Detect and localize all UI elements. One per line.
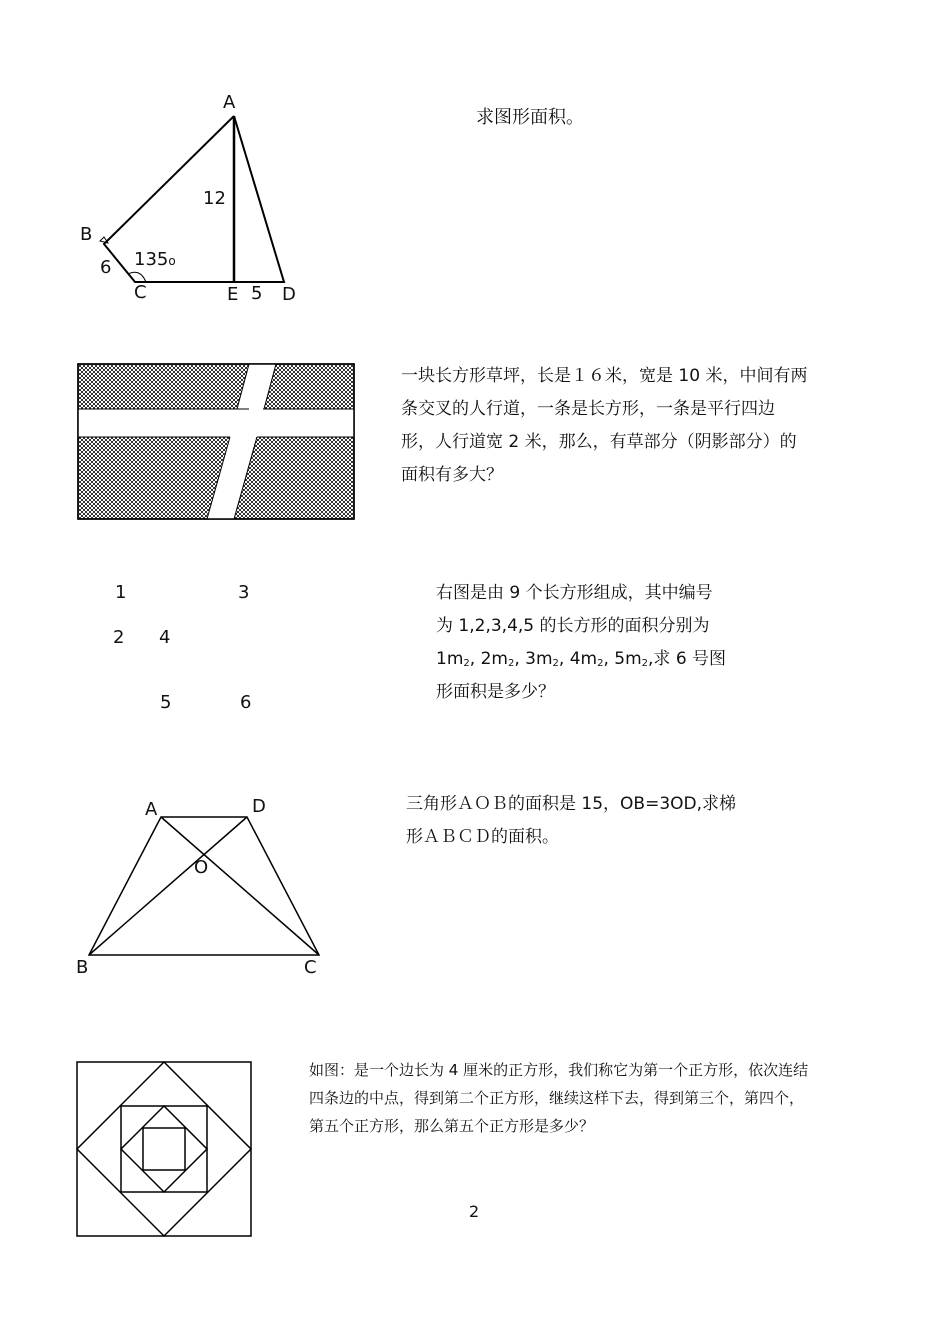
problem5-line2: 四条边的中点，得到第二个正方形，继续这样下去，得到第三个，第四个，: [309, 1089, 805, 1107]
nested-squares-figure: [76, 1061, 253, 1238]
trap-label-A: A: [145, 799, 158, 820]
label-B: B: [80, 224, 93, 245]
rect-number-4: 4: [159, 627, 171, 648]
trap-label-D: D: [252, 796, 266, 817]
triangle-abcd-figure: [90, 110, 310, 300]
trap-label-O: O: [194, 857, 209, 878]
trap-label-C: C: [304, 957, 317, 978]
problem2-line4: 面积有多大？: [401, 465, 503, 485]
label-angle: 135o: [134, 249, 176, 270]
problem3-line4: 形面积是多少？: [436, 682, 555, 702]
trap-label-B: B: [76, 957, 89, 978]
rect-number-5: 5: [160, 692, 172, 713]
rect-number-3: 3: [238, 582, 250, 603]
problem3-line3: $1m_2$, $2m_2$, $3m_2$, $4m_2$, $5m_2$,求 6 号图: [436, 649, 727, 669]
problem2-line2: 条交叉的人行道，一条是长方形，一条是平行四边: [401, 399, 775, 419]
lawn-figure: [77, 363, 355, 520]
problem2-line3: 形，人行道宽 2 米，那么，有草部分（阴影部分）的: [401, 432, 797, 452]
problem3-line2: 为 1,2,3,4,5 的长方形的面积分别为: [436, 616, 710, 636]
rect-number-2: 2: [113, 627, 125, 648]
label-height: 12: [203, 188, 226, 209]
problem3-line1: 右图是由 9 个长方形组成，其中编号: [436, 583, 713, 603]
label-D: D: [282, 284, 296, 305]
problem2-line1: 一块长方形草坪，长是１６米，宽是 10 米，中间有两: [401, 366, 808, 386]
page-number: 2: [469, 1202, 480, 1221]
problem4-line2: 形ＡＢＣＤ的面积。: [406, 827, 559, 847]
problem5-line1: 如图：是一个边长为 4 厘米的正方形，我们称它为第一个正方形，依次连结: [309, 1061, 809, 1079]
label-A: A: [223, 92, 236, 113]
label-C: C: [134, 282, 147, 303]
label-bc-length: 6: [100, 257, 112, 278]
rect-number-6: 6: [240, 692, 252, 713]
rect-number-1: 1: [115, 582, 127, 603]
problem4-line1: 三角形ＡＯＢ的面积是 15，OB=3OD,求梯: [406, 794, 737, 814]
problem1-title: 求图形面积。: [476, 107, 584, 128]
problem5-line3: 第五个正方形，那么第五个正方形是多少？: [309, 1117, 595, 1135]
label-ed-length: 5: [251, 283, 263, 304]
trapezoid-figure: [80, 810, 330, 960]
label-E: E: [227, 284, 239, 305]
